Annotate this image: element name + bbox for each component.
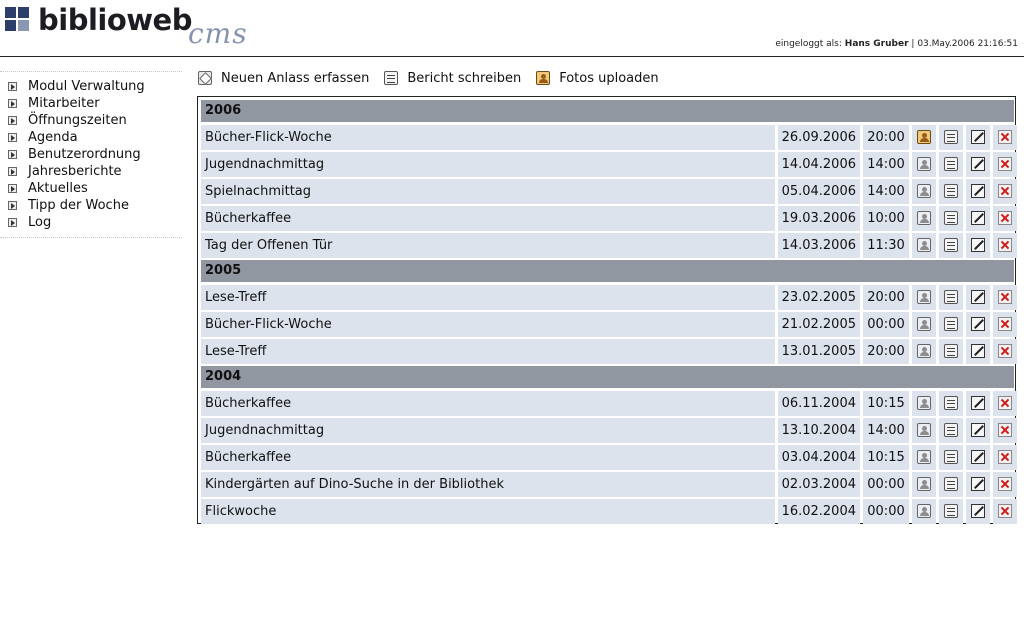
delete-button[interactable] [993,418,1017,443]
event-title: Bücher-Flick-Woche [201,312,775,337]
report-icon [944,423,958,437]
event-date: 14.03.2006 [778,233,860,258]
edit-button[interactable] [966,285,990,310]
event-date: 05.04.2006 [778,179,860,204]
photos-icon [917,504,931,518]
event-title: Tag der Offenen Tür [201,233,775,258]
edit-icon [971,344,985,358]
logo-square [5,7,16,18]
table-row [201,499,1014,524]
photos-icon [917,130,931,144]
photos-button[interactable] [912,391,936,416]
photos-button[interactable] [912,312,936,337]
sidebar [0,71,182,238]
events-table [197,96,1016,524]
table-row [201,206,1014,231]
photos-button[interactable] [912,472,936,497]
event-time: 00:00 [863,312,909,337]
event-time: 20:00 [863,125,909,150]
delete-button[interactable] [993,125,1017,150]
sidebar-item[interactable] [0,112,182,129]
delete-icon [998,130,1012,144]
sidebar-item[interactable] [0,95,182,112]
sidebar-item[interactable] [0,214,182,231]
arrow-right-icon [8,99,17,108]
report-button[interactable] [939,499,963,524]
table-row [201,233,1014,258]
logo-cms-text: cms [188,17,248,50]
report-button[interactable] [939,125,963,150]
report-icon [944,396,958,410]
report-icon [944,504,958,518]
edit-button[interactable] [966,391,990,416]
logo[interactable] [5,5,255,51]
login-status [775,39,1018,49]
delete-icon [998,344,1012,358]
datetime: 03.May.2006 21:16:51 [917,39,1018,49]
event-title: Jugendnachmittag [201,418,775,443]
photos-button[interactable] [912,233,936,258]
photos-icon [917,317,931,331]
delete-icon [998,396,1012,410]
event-date: 16.02.2004 [778,499,860,524]
edit-icon [971,504,985,518]
photos-icon [917,211,931,225]
report-icon [944,157,958,171]
event-time: 14:00 [863,179,909,204]
report-icon [944,130,958,144]
event-title: Jugendnachmittag [201,152,775,177]
delete-button[interactable] [993,312,1017,337]
photos-icon [917,396,931,410]
edit-button[interactable] [966,125,990,150]
photos-icon [917,238,931,252]
edit-button[interactable] [966,179,990,204]
delete-icon [998,317,1012,331]
photos-button[interactable] [912,499,936,524]
event-time: 14:00 [863,152,909,177]
event-date: 14.04.2006 [778,152,860,177]
arrow-right-icon [8,150,17,159]
report-icon [944,450,958,464]
delete-button[interactable] [993,285,1017,310]
edit-icon [971,477,985,491]
report-icon [944,477,958,491]
arrow-right-icon [8,116,17,125]
sidebar-item-label: Jahresberichte [28,164,122,179]
sidebar-item-label: Öffnungszeiten [28,113,127,128]
sidebar-item-label: Mitarbeiter [28,96,100,111]
sidebar-item[interactable] [0,180,182,197]
logo-text: biblioweb [38,3,192,37]
report-button[interactable] [939,312,963,337]
event-title: Lese-Treff [201,339,775,364]
event-title: Bücherkaffee [201,445,775,470]
delete-icon [998,477,1012,491]
report-button[interactable] [939,472,963,497]
delete-button[interactable] [993,233,1017,258]
edit-button[interactable] [966,499,990,524]
event-time: 14:00 [863,418,909,443]
event-title: Spielnachmittag [201,179,775,204]
delete-button[interactable] [993,179,1017,204]
photos-icon [917,184,931,198]
delete-icon [998,450,1012,464]
user-name: Hans Gruber [844,39,909,49]
delete-button[interactable] [993,339,1017,364]
year-header: 2006 [201,100,1014,122]
sidebar-item-label: Benutzerordnung [28,147,141,162]
event-time: 10:15 [863,445,909,470]
arrow-right-icon [8,167,17,176]
photos-button[interactable] [912,445,936,470]
sidebar-item-label: Modul Verwaltung [28,79,145,94]
event-date: 19.03.2006 [778,206,860,231]
report-icon [384,71,398,85]
logo-square [18,7,29,18]
sidebar-item-label: Tipp der Woche [28,198,129,213]
table-row [201,339,1014,364]
delete-icon [998,423,1012,437]
edit-icon [971,184,985,198]
event-time: 00:00 [863,499,909,524]
event-title: Kindergärten auf Dino-Suche in der Bibliothek [201,472,775,497]
sidebar-item-label: Agenda [28,130,78,145]
delete-icon [998,504,1012,518]
event-time: 00:00 [863,472,909,497]
table-row [201,152,1014,177]
report-button[interactable] [939,339,963,364]
edit-button[interactable] [966,312,990,337]
event-date: 06.11.2004 [778,391,860,416]
event-time: 11:30 [863,233,909,258]
report-icon [944,211,958,225]
toolbar [198,69,674,87]
photos-button[interactable] [912,179,936,204]
edit-icon [971,317,985,331]
photos-icon [917,344,931,358]
year-header: 2005 [201,260,1014,282]
table-row [201,125,1014,150]
event-date: 26.09.2006 [778,125,860,150]
photos-icon [917,290,931,304]
header [0,0,1024,57]
report-icon [944,317,958,331]
edit-button[interactable] [966,418,990,443]
separator: | [911,39,915,49]
logo-square [5,20,16,31]
event-time: 20:00 [863,339,909,364]
arrow-right-icon [8,82,17,91]
new-event-icon [198,71,212,85]
table-row [201,418,1014,443]
photo-upload-icon [536,71,550,85]
arrow-right-icon [8,218,17,227]
edit-button[interactable] [966,233,990,258]
delete-button[interactable] [993,391,1017,416]
event-date: 21.02.2005 [778,312,860,337]
table-row [201,472,1014,497]
report-button[interactable] [939,179,963,204]
event-time: 10:15 [863,391,909,416]
upload-photos-button[interactable] [536,71,658,86]
report-button[interactable] [939,285,963,310]
event-title: Flickwoche [201,499,775,524]
sidebar-item[interactable] [0,197,182,214]
write-report-button[interactable] [384,71,521,86]
event-date: 13.01.2005 [778,339,860,364]
new-event-label: Neuen Anlass erfassen [221,70,370,86]
event-date: 23.02.2005 [778,285,860,310]
arrow-right-icon [8,201,17,210]
report-button[interactable] [939,206,963,231]
photos-icon [917,450,931,464]
event-time: 20:00 [863,285,909,310]
edit-icon [971,157,985,171]
event-title: Bücher-Flick-Woche [201,125,775,150]
report-icon [944,184,958,198]
edit-button[interactable] [966,339,990,364]
event-title: Lese-Treff [201,285,775,310]
delete-icon [998,184,1012,198]
sidebar-item[interactable] [0,129,182,146]
delete-button[interactable] [993,472,1017,497]
report-button[interactable] [939,391,963,416]
photos-button[interactable] [912,339,936,364]
photos-icon [917,157,931,171]
edit-icon [971,130,985,144]
edit-icon [971,290,985,304]
report-button[interactable] [939,418,963,443]
event-date: 03.04.2004 [778,445,860,470]
delete-icon [998,211,1012,225]
table-row [201,391,1014,416]
event-date: 02.03.2004 [778,472,860,497]
edit-icon [971,423,985,437]
edit-icon [971,396,985,410]
arrow-right-icon [8,184,17,193]
report-icon [944,290,958,304]
sidebar-item[interactable] [0,78,182,95]
report-icon [944,344,958,358]
photos-button[interactable] [912,206,936,231]
edit-icon [971,450,985,464]
edit-icon [971,211,985,225]
report-button[interactable] [939,233,963,258]
report-button[interactable] [939,152,963,177]
edit-button[interactable] [966,472,990,497]
table-row [201,312,1014,337]
arrow-right-icon [8,133,17,142]
photos-icon [917,477,931,491]
sidebar-item[interactable] [0,146,182,163]
sidebar-item[interactable] [0,163,182,180]
event-date: 13.10.2004 [778,418,860,443]
delete-button[interactable] [993,499,1017,524]
table-row [201,445,1014,470]
sidebar-item-label: Aktuelles [28,181,88,196]
table-row [201,285,1014,310]
event-time: 10:00 [863,206,909,231]
edit-icon [971,238,985,252]
event-title: Bücherkaffee [201,391,775,416]
logo-square [18,20,29,31]
photos-button[interactable] [912,152,936,177]
login-prefix: eingeloggt als: [775,39,842,49]
photos-button[interactable] [912,125,936,150]
photos-icon [917,423,931,437]
delete-icon [998,238,1012,252]
year-header: 2004 [201,366,1014,388]
event-title: Bücherkaffee [201,206,775,231]
upload-photos-label: Fotos uploaden [559,70,659,86]
photos-button[interactable] [912,418,936,443]
table-row [201,179,1014,204]
delete-button[interactable] [993,445,1017,470]
photos-button[interactable] [912,285,936,310]
edit-button[interactable] [966,152,990,177]
delete-icon [998,290,1012,304]
edit-button[interactable] [966,445,990,470]
sidebar-item-label: Log [28,215,52,230]
report-button[interactable] [939,445,963,470]
delete-button[interactable] [993,152,1017,177]
new-event-button[interactable] [198,71,369,86]
delete-button[interactable] [993,206,1017,231]
delete-icon [998,157,1012,171]
report-icon [944,238,958,252]
write-report-label: Bericht schreiben [407,70,522,86]
edit-button[interactable] [966,206,990,231]
